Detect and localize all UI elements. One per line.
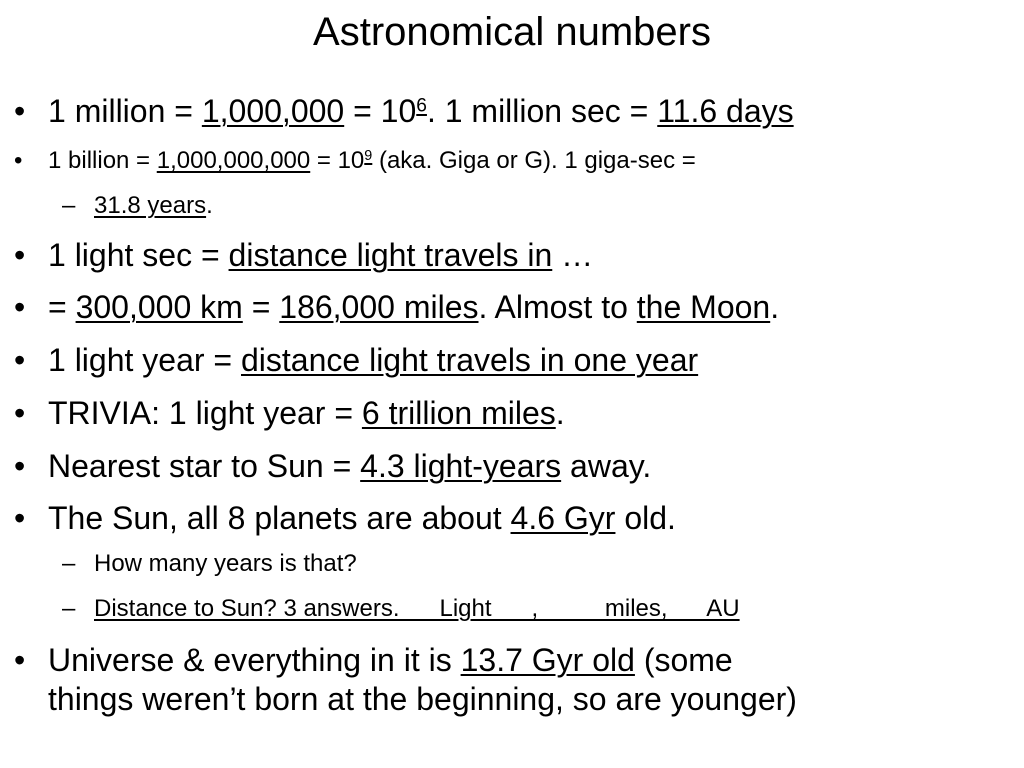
text: 1 billion =	[48, 147, 157, 174]
bullet-marker: •	[14, 500, 26, 536]
dash-marker: –	[62, 550, 76, 577]
bullet-marker: •	[14, 237, 26, 273]
bullet-marker: •	[14, 342, 26, 378]
underlined-value: 13.7 Gyr old	[460, 642, 635, 678]
bullet-trivia	[14, 394, 565, 432]
underlined-value: 300,000 km	[75, 289, 243, 325]
text: old.	[615, 500, 676, 536]
text: . 1 million sec =	[426, 93, 658, 129]
slide-title: Astronomical numbers	[313, 10, 711, 54]
text: 1 million =	[48, 93, 202, 129]
bullet-billion	[14, 146, 696, 176]
underlined-value: 31.8 years	[94, 192, 207, 219]
bullet-marker: •	[14, 395, 26, 431]
text: .	[770, 289, 780, 325]
text: How many years is that?	[94, 550, 357, 577]
bullet-sun-age	[14, 499, 676, 537]
bullet-light-year	[14, 341, 699, 379]
bullet-marker: •	[14, 642, 26, 678]
sub-bullet-distance-to-sun	[62, 594, 740, 624]
sub-bullet-how-many-years	[62, 549, 357, 579]
text: . Almost to	[478, 289, 637, 325]
text: The Sun, all 8 planets are about	[48, 500, 511, 536]
text: Nearest star to Sun =	[48, 448, 361, 484]
bullet-marker: •	[14, 93, 26, 129]
text: =	[242, 289, 280, 325]
text: 1 light sec =	[48, 237, 229, 273]
text: (some	[634, 642, 733, 678]
underlined-value: the Moon	[636, 289, 771, 325]
bullet-million	[14, 92, 794, 130]
sub-bullet-giga-sec	[62, 191, 213, 221]
text: away.	[561, 448, 652, 484]
dash-marker: –	[62, 192, 76, 219]
text: Universe & everything in it is	[48, 642, 461, 678]
underlined-value: 6 trillion miles	[361, 395, 556, 431]
bullet-marker: •	[14, 448, 26, 484]
text: …	[552, 237, 594, 273]
underlined-value: 186,000 miles	[279, 289, 479, 325]
underlined-value: Distance to Sun? 3 answers. Light , miles, AU	[94, 595, 740, 622]
text: 1 light year =	[48, 342, 241, 378]
text: .	[555, 395, 565, 431]
text: TRIVIA: 1 light year =	[48, 395, 362, 431]
text: = 10	[344, 93, 417, 129]
bullet-marker: •	[14, 147, 23, 174]
dash-marker: –	[62, 595, 76, 622]
underlined-value: 1,000,000,000	[156, 147, 311, 174]
underlined-value: 4.6 Gyr	[510, 500, 616, 536]
bullet-light-sec	[14, 236, 594, 274]
text: =	[48, 289, 76, 325]
exponent: 6	[416, 95, 427, 117]
text: things weren’t born at the beginning, so are younger)	[48, 681, 797, 717]
underlined-value: distance light travels in one year	[241, 342, 699, 378]
bullet-km-miles	[14, 288, 780, 326]
text: (aka. Giga or G). 1 giga-sec =	[372, 147, 696, 174]
text: .	[206, 192, 213, 219]
underlined-value: distance light travels in	[228, 237, 553, 273]
bullet-universe-continued	[48, 680, 797, 718]
exponent: 9	[364, 148, 373, 165]
underlined-value: 4.3 light-years	[360, 448, 562, 484]
underlined-value: 1,000,000	[201, 93, 345, 129]
bullet-universe	[14, 641, 733, 679]
underlined-value: 11.6 days	[657, 93, 794, 129]
text: = 10	[310, 147, 365, 174]
bullet-marker: •	[14, 289, 26, 325]
bullet-nearest-star	[14, 447, 652, 485]
